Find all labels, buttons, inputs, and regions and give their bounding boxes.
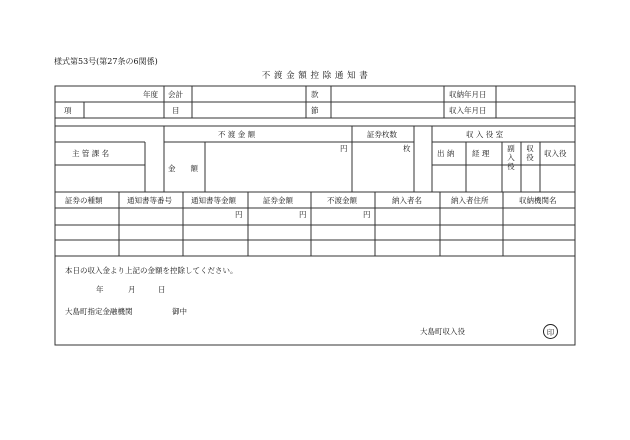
- designated-bank-label: 大島町指定金融機関: [65, 307, 133, 316]
- section-chief-label: 収役: [526, 144, 534, 162]
- table-header-payer-name: 納入者名: [392, 196, 422, 205]
- nonpayment-amount-label: 不 渡 金 額: [218, 130, 256, 139]
- moku-label: 目: [172, 106, 180, 115]
- date-day-label: 日: [158, 285, 166, 294]
- accounting-label: 経 理: [472, 149, 490, 158]
- form-border: [55, 86, 575, 345]
- notice-amount-yen-unit: 円: [235, 210, 243, 219]
- table-header-nonpayment-amount: 不渡金額: [327, 196, 357, 205]
- certificate-amount-yen-unit: 円: [299, 210, 307, 219]
- amount-yen-unit: 円: [340, 144, 348, 153]
- table-header-notice-amount: 通知書等金額: [191, 196, 236, 205]
- table-header-certificate-type: 証券の種類: [65, 196, 103, 205]
- honorific-label: 御中: [172, 307, 187, 316]
- table-header-notice-number: 通知書等番号: [127, 196, 172, 205]
- setsu-label: 節: [311, 106, 319, 115]
- disbursement-label: 出 納: [437, 149, 455, 158]
- seal-stamp: 印: [543, 324, 558, 339]
- form-number: 様式第53号(第27条の6関係): [54, 57, 158, 66]
- receipt-date-label: 収納年月日: [449, 90, 487, 99]
- certificate-count-unit: 枚: [403, 144, 411, 153]
- fiscal-year-label: 年度: [143, 90, 158, 99]
- table-header-collecting-agency: 収納機関名: [519, 196, 557, 205]
- date-month-label: 月: [128, 285, 136, 294]
- issuer-label: 大島町収入役: [420, 327, 465, 336]
- nonpayment-amount-yen-unit: 円: [363, 210, 371, 219]
- income-date-label: 収入年月日: [449, 106, 487, 115]
- manager-section-label: 主 管 課 名: [72, 149, 110, 158]
- income-officer-label: 収 入 役 室: [466, 130, 504, 139]
- account-label: 会計: [168, 90, 183, 99]
- deputy-label: 副入役: [507, 144, 515, 171]
- kan-label: 款: [311, 90, 319, 99]
- table-header-payer-address: 納入者住所: [451, 196, 489, 205]
- certificate-count-label: 証券枚数: [367, 130, 397, 139]
- document-title: 不 渡 金 額 控 除 通 知 書: [261, 71, 369, 81]
- amount-label: 金 額: [168, 164, 198, 173]
- date-year-label: 年: [96, 285, 104, 294]
- treasurer-label: 収入役: [544, 149, 567, 158]
- table-header-certificate-amount: 証券金額: [263, 196, 293, 205]
- kou-label: 項: [64, 106, 72, 115]
- deduction-request-message: 本日の収入金より上記の金額を控除してください。: [65, 266, 238, 275]
